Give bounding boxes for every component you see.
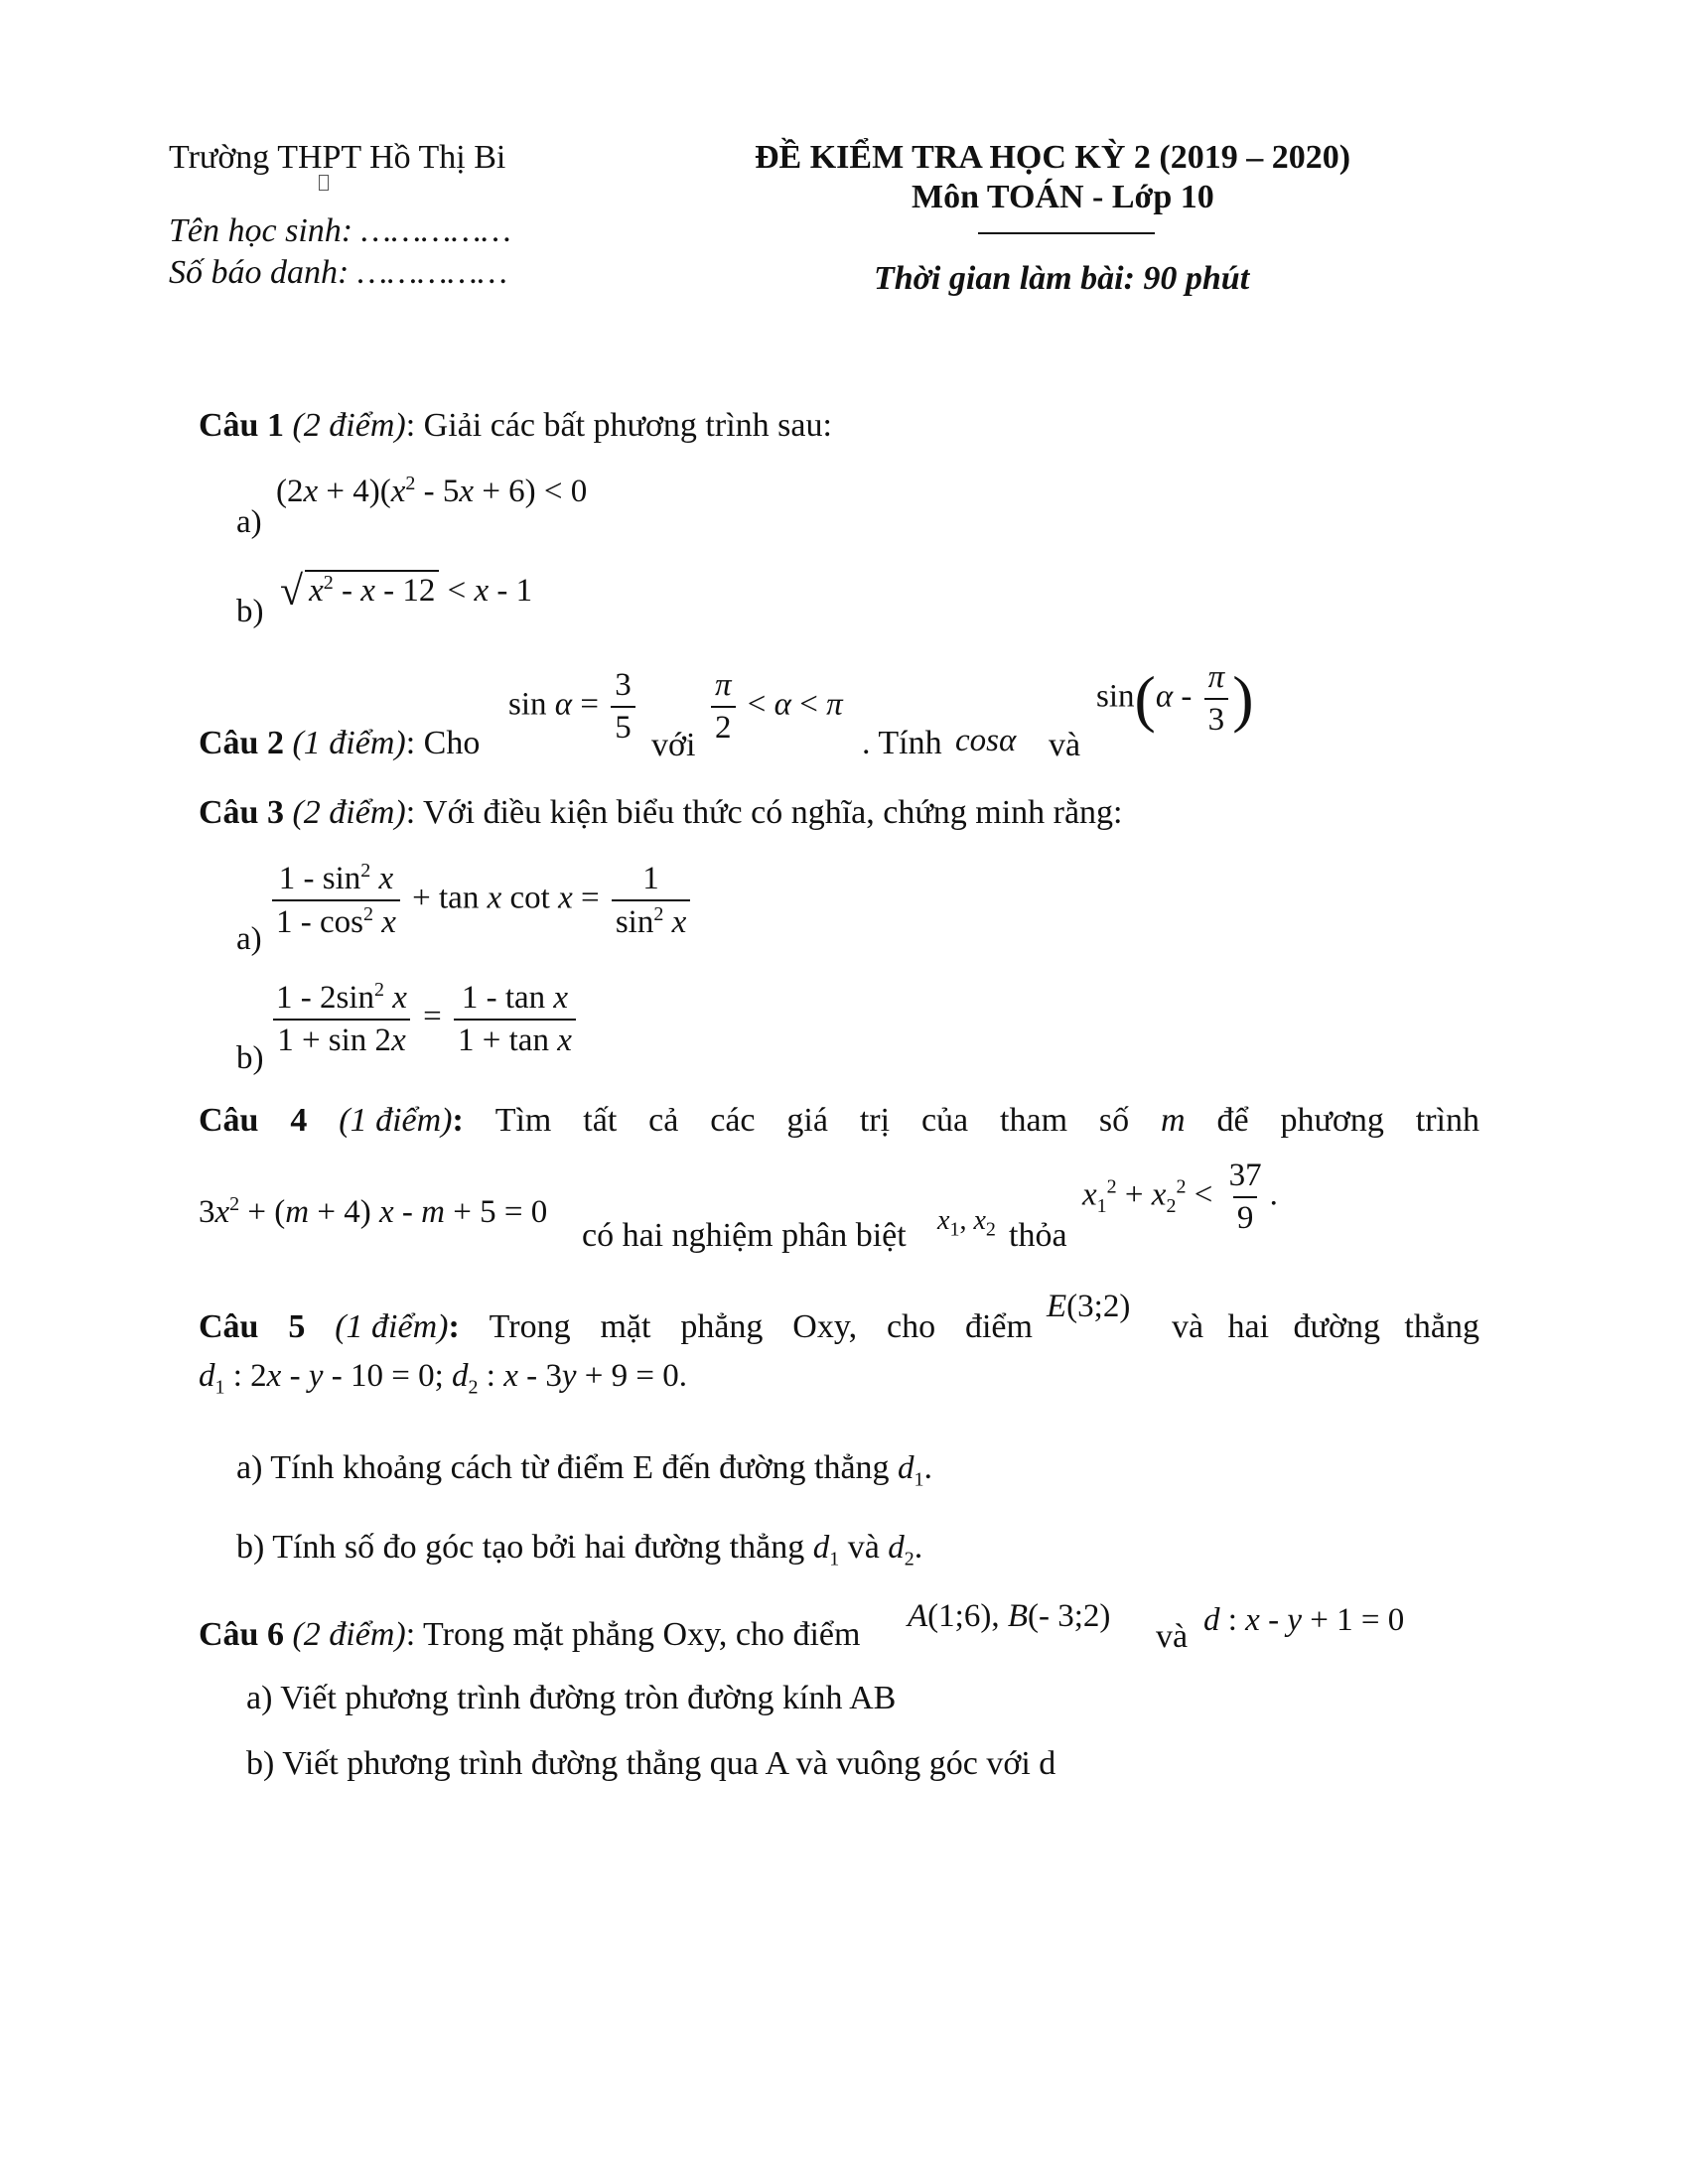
q4-param: m bbox=[1161, 1102, 1186, 1139]
q1-label: Câu 1 bbox=[199, 407, 284, 444]
q6-text-and: và bbox=[1156, 1618, 1189, 1655]
question-2-lead bbox=[199, 725, 480, 762]
q2-text-with: với bbox=[651, 727, 696, 763]
q5-word: Trong bbox=[489, 1308, 571, 1345]
exam-title: ĐỀ KIỂM TRA HỌC KỲ 2 (2019 – 2020) bbox=[755, 139, 1351, 176]
question-1 bbox=[199, 407, 832, 445]
q3-label: Câu 3 bbox=[199, 794, 284, 831]
glyph-box-mark bbox=[319, 175, 329, 191]
q1a-formula: $(2x + 4)(x^2 - 5x + 6) < 0$ bbox=[276, 473, 588, 509]
q2-sin-diff-formula: sin(α - $\frac{\pi}{3}$ ) bbox=[1096, 659, 1254, 738]
q3a-formula: $\frac{1 - \sin^2 x}{1 - \cos^2 x}$ + tan x cot x = $\frac{1}{\sin^2 x}$ bbox=[268, 860, 694, 941]
q2-range-formula: $\frac{\pi}{2}$ < α < π bbox=[707, 667, 843, 747]
q4-word: để bbox=[1216, 1102, 1249, 1139]
q3a-label: a) bbox=[236, 921, 262, 957]
q6-text: : Trong mặt phẳng Oxy, cho điểm bbox=[405, 1616, 861, 1653]
q2-label: Câu 2 bbox=[199, 725, 284, 761]
q4-label: Câu bbox=[199, 1102, 259, 1139]
q4-condition-formula: $x_1^2 + x_2^2$ < $\frac{37}{9}$ . bbox=[1082, 1158, 1278, 1236]
q5b-label: b) Tính số đo góc tạo bởi hai đường thẳng bbox=[236, 1529, 805, 1566]
q2-sin-formula: sin α = $\frac{3}{5}$ bbox=[508, 667, 639, 747]
q2-points: (1 điểm) bbox=[292, 725, 406, 761]
q5-point-e: E(3;2) bbox=[1047, 1289, 1131, 1324]
q5-word: đường bbox=[1293, 1308, 1380, 1345]
q5-lines-formula: $d_1$ : 2x - y - 10 = 0; $d_2$ : x - 3y + 9 = 0. bbox=[199, 1358, 687, 1399]
q4-text-roots: có hai nghiệm phân biệt bbox=[582, 1217, 907, 1254]
q4-word: số bbox=[1098, 1102, 1130, 1139]
q4-points-wrap: (1 điểm): bbox=[339, 1102, 464, 1139]
q2-text-compute: . Tính bbox=[862, 725, 942, 761]
student-name-field: Tên học sinh: …………… bbox=[169, 212, 511, 249]
q5b-and: và bbox=[847, 1529, 880, 1566]
question-3 bbox=[199, 794, 1123, 832]
q5-word: hai bbox=[1227, 1308, 1270, 1345]
q5-word: điểm bbox=[964, 1308, 1033, 1345]
q1b-formula: √ $x^2 - x - 12 < x - 1$ bbox=[280, 569, 533, 614]
q1-text: : Giải các bất phương trình sau: bbox=[405, 407, 832, 444]
q5a-line: $d_1$ bbox=[898, 1450, 924, 1491]
q2-cos-formula: cosα bbox=[955, 723, 1017, 758]
q4-word: trị bbox=[859, 1102, 891, 1139]
q6a-text: a) Viết phương trình đường tròn đường kính AB bbox=[246, 1680, 897, 1716]
q2-text-cho: : Cho bbox=[405, 725, 481, 761]
q5-label: Câu bbox=[199, 1308, 259, 1345]
q1-points: (2 điểm) bbox=[292, 407, 406, 444]
q4-word: của bbox=[920, 1102, 969, 1139]
q2-text-and: và bbox=[1049, 727, 1081, 763]
q6-label: Câu 6 bbox=[199, 1616, 284, 1653]
question-4-line1 bbox=[199, 1102, 1479, 1140]
q5a-text: a) Tính khoảng cách từ điểm E đến đường thẳng $d_1$. bbox=[236, 1449, 933, 1491]
question-6 bbox=[199, 1616, 860, 1654]
question-5-line1 bbox=[199, 1308, 1033, 1346]
student-id-field: Số báo danh: …………… bbox=[169, 254, 507, 291]
q5-points: (1 điểm) bbox=[335, 1308, 449, 1345]
q3b-formula: $\frac{1 - 2\sin^2 x}{1 + \sin 2x}$ = $\frac{\text{1 - tan x}}{\text{1 + tan x}}$ bbox=[268, 979, 580, 1059]
q5a-label: a) Tính khoảng cách từ điểm E đến đường thẳng bbox=[236, 1449, 890, 1486]
q4-word: cả bbox=[648, 1102, 679, 1139]
q4-word: phương bbox=[1280, 1102, 1384, 1139]
q6-line-d: d : x - y + 1 = 0 bbox=[1203, 1602, 1405, 1638]
q4-word: Tìm bbox=[494, 1102, 552, 1139]
q4-word: tham bbox=[1000, 1102, 1068, 1139]
q4-word: giá bbox=[786, 1102, 828, 1139]
q3b-label: b) bbox=[236, 1040, 264, 1076]
q6-points: (2 điểm) bbox=[292, 1616, 406, 1653]
q1b-label: b) bbox=[236, 594, 264, 629]
q3-text: : Với điều kiện biểu thức có nghĩa, chứng minh rằng: bbox=[405, 794, 1123, 831]
question-5-line1-tail bbox=[1172, 1308, 1479, 1346]
q5b-line1: $d_1$ bbox=[812, 1530, 840, 1570]
q4-roots-formula: $x_1$, $x_2$ bbox=[937, 1205, 996, 1241]
q5-word: Oxy, bbox=[792, 1308, 858, 1345]
q5-word: và bbox=[1172, 1308, 1204, 1345]
q4-equation: $3x^2 + (m + 4)$ x - m + 5 = 0 bbox=[199, 1193, 548, 1230]
q4-points: (1 điểm) bbox=[339, 1102, 453, 1139]
q4-number: 4 bbox=[290, 1102, 308, 1139]
q3-points: (2 điểm) bbox=[292, 794, 406, 831]
q5-number: 5 bbox=[288, 1308, 306, 1345]
header-underline bbox=[978, 232, 1155, 234]
exam-duration: Thời gian làm bài: 90 phút bbox=[874, 260, 1250, 297]
q6-points-ab: A(1;6), B(- 3;2) bbox=[908, 1598, 1111, 1634]
q6b-text: b) Viết phương trình đường thẳng qua A và vuông góc với d bbox=[246, 1745, 1056, 1782]
q4-word: các bbox=[710, 1102, 756, 1139]
q5-word: thẳng bbox=[1404, 1308, 1479, 1345]
q4-word: tất bbox=[583, 1102, 618, 1139]
q5-word: phẳng bbox=[680, 1308, 764, 1345]
school-name: Trường THPT Hồ Thị Bi bbox=[169, 139, 506, 176]
q5b-line2: $d_2$ bbox=[888, 1530, 914, 1570]
q1a-label: a) bbox=[236, 504, 262, 540]
q5-word: cho bbox=[887, 1308, 936, 1345]
q5b-text: b) Tính số đo góc tạo bởi hai đường thẳng $d_1$ và $d_2$. bbox=[236, 1529, 923, 1570]
q4-word: trình bbox=[1415, 1102, 1479, 1139]
q5-word: mặt bbox=[600, 1308, 651, 1345]
q5-points-wrap: (1 điểm): bbox=[335, 1308, 460, 1345]
q4-text-satisfy: thỏa bbox=[1009, 1217, 1067, 1254]
subject-line: Môn TOÁN - Lớp 10 bbox=[912, 179, 1214, 215]
